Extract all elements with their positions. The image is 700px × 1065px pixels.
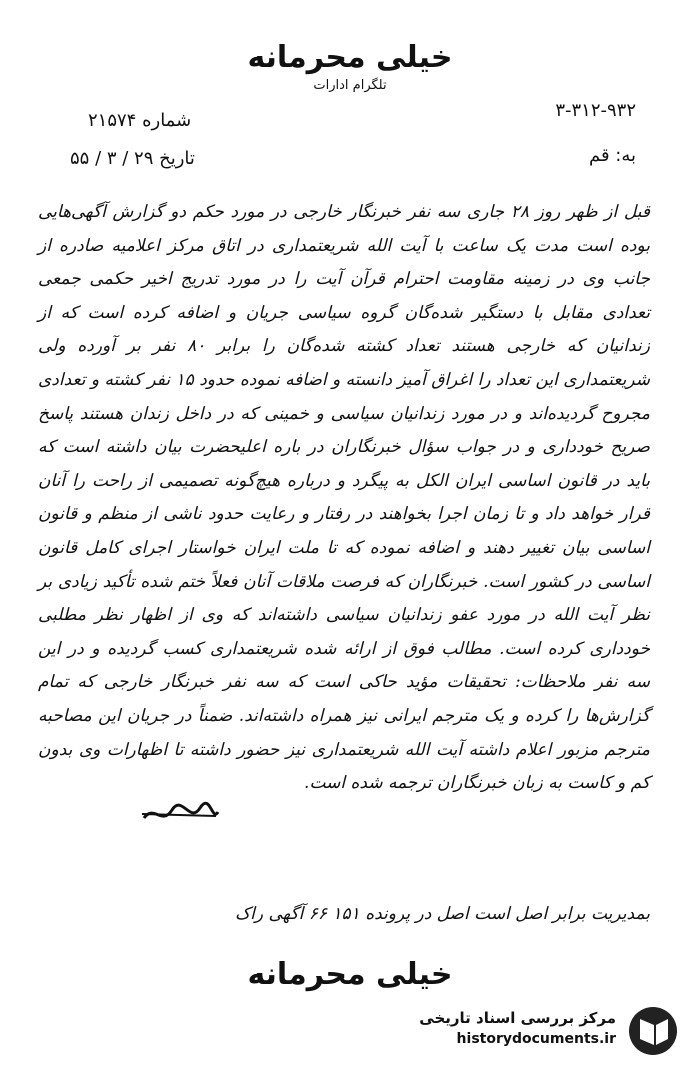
crossed-out-scribble [140, 800, 220, 828]
archive-logo-icon [624, 1005, 682, 1057]
recipient: به: قم [588, 145, 636, 166]
document-number: شماره ۲۱۵۷۴ [88, 110, 192, 131]
sub-heading: تلگرام ادارات [313, 78, 387, 93]
classification-stamp-top: خیلی محرمانه [247, 40, 453, 75]
handwritten-body: قبل از ظهر روز ۲۸ جاری سه نفر خبرنگار خارجی در مورد حکم دو گزارش آگهی‌هایی بوده است مدت یک ساعت با آیت الله شریعتمداری در اتاق مرکز اعلامیه صادره از جانب وی در زمینه مقاومت احترام قرآن آیت را در مورد تدریج اخیر حکمی جمعی تعدادی مقابل با دستگیر شده‌گان گروه سیاسی جریان و اضافه کرده است که از زندانیان که خارجی هستند تعداد کشته شده‌گان را برابر ۸۰ نفر بر آورده ولی شریعتمداری این تعداد را اغراق آمیز دانسته و اضافه نموده حدود ۱۵ نفر کشته و تعدادی مجروح گردیده‌اند و در مورد زندانیان سیاسی و خمینی که در داخل زندان هستند پاسخ صریح خودداری و در جواب سؤال خبرنگاران در باره اعلیحضرت بیان داشته است که باید در قانون اساسی ایران الکل به پیگرد و درباره هیچ‌گونه تصمیمی از راحت را آنان قرار خواهد داد و تا زمان اجرا بخواهند در رفتار و رعایت حدود ناشی از منظم و قانون اساسی بیان تغییر دهند و اضافه نموده که تا ملت ایران خواستار اجرای کامل قانون اساسی در کشور است. خبرنگاران که فرصت ملاقات آنان فعلاً ختم شده تأکید زیادی بر نظر آیت الله در مورد عفو زندانیان سیاسی داشته‌اند که وی از اظهار نظر مطلبی خودداری کرده است. مطالب فوق از ارائه شده شریعتمداری کسب گردیده و در این سه نفر ملاحظات: تحقیقات مؤید حاکی است که سه نفر خبرنگار خارجی که تمام گزارش‌ها را کرده و یک مترجم ایرانی نیز همراه داشته‌اند. ضمناً در جریان این مصاحبه مترجم مزبور اعلام داشته آیت الله شریعتمداری نیز حضور داشته تا اظهارات وی بدون کم و کاست به زبان خبرنگاران ترجمه شده است. [38, 202, 650, 794]
classification-stamp-bottom: خیلی محرمانه [247, 957, 453, 992]
archive-watermark [396, 1005, 686, 1055]
document-date: تاریخ ۲۹ / ۳ / ۵۵ [70, 148, 195, 169]
watermark-name: مرکز بررسی اسناد تاریخی [419, 1009, 616, 1027]
watermark-url: historydocuments.ir [456, 1031, 616, 1047]
footer-note: بمدیریت برابر اصل است اصل در پرونده ۱۵۱ ۶۶ آگهی راک [234, 904, 650, 924]
reference-number: ۳-۳۱۲-۹۳۲ [555, 100, 636, 121]
